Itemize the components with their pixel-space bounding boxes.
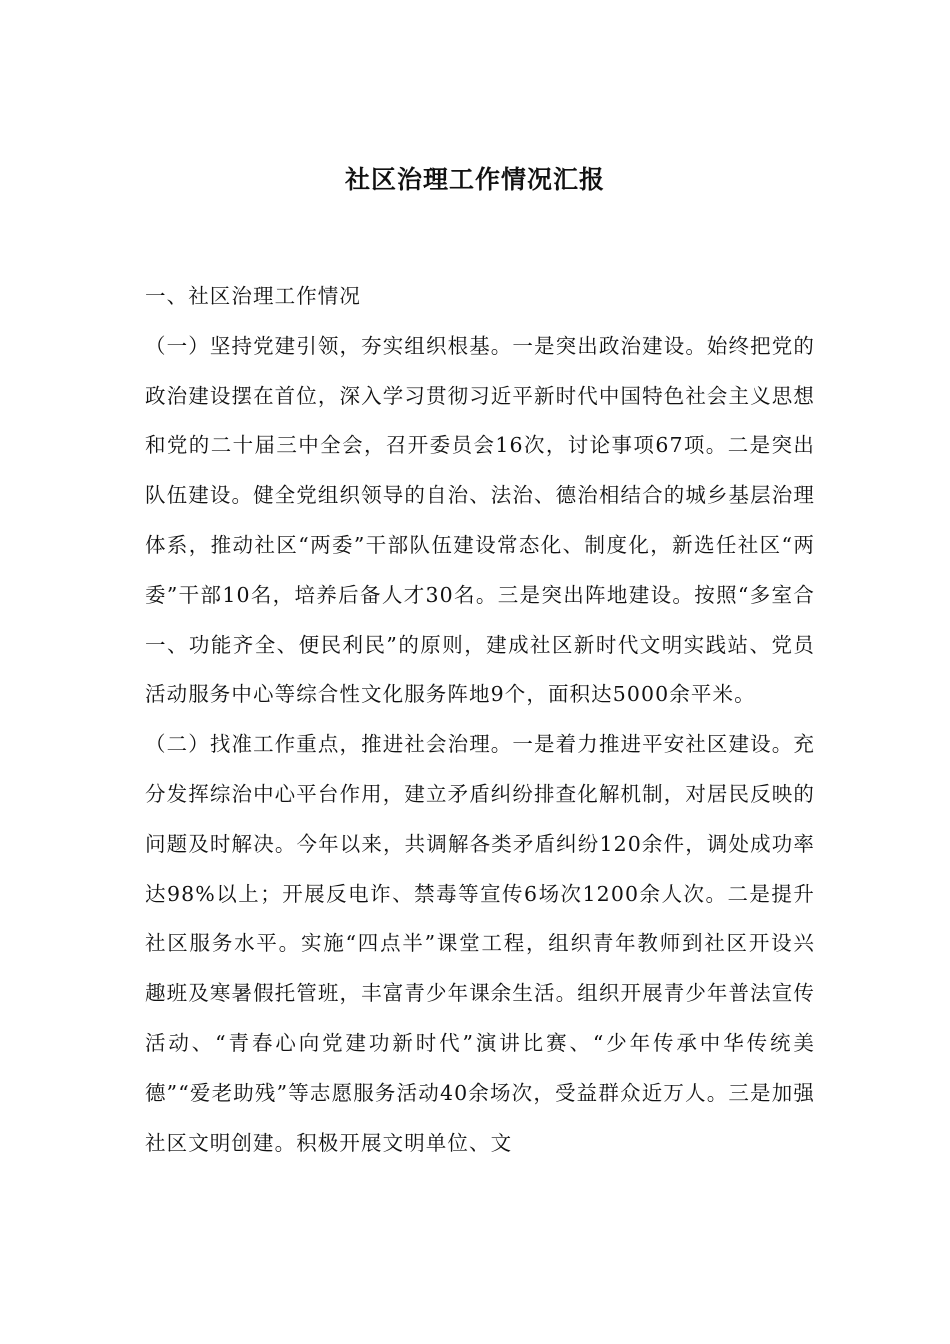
document-title: 社区治理工作情况汇报 — [344, 165, 605, 194]
document-body — [145, 272, 815, 1168]
section-heading: 一、社区治理工作情况 — [145, 284, 361, 308]
paragraph-party-building: （一）坚持党建引领，夯实组织根基。一是突出政治建设。始终把党的政治建设摆在首位，深入学习贯彻习近平新时代中国特色社会主义思想和党的二十届三中全会，召开委员会16次，讨论事项67项。二是突出队伍建设。健全党组织领导的自治、法治、德治相结合的城乡基层治理体系，推动社区“两委”干部队伍建设常态化、制度化，新选任社区“两委”干部10名，培养后备人才30名。三是突出阵地建设。按照“多室合一、功能齐全、便民利民”的原则，建成社区新时代文明实践站、党员活动服务中心等综合性文化服务阵地9个，面积达5000余平米。 — [145, 333, 815, 707]
paragraph-social-governance: （二）找准工作重点，推进社会治理。一是着力推进平安社区建设。充分发挥综治中心平台作用，建立矛盾纠纷排查化解机制，对居民反映的问题及时解决。今年以来，共调解各类矛盾纠纷120余件，调处成功率达98%以上；开展反电诈、禁毒等宣传6场次1200余人次。二是提升社区服务水平。实施“四点半”课堂工程，组织青年教师到社区开设兴趣班及寒暑假托管班，丰富青少年课余生活。组织开展青少年普法宣传活动、“青春心向党建功新时代”演讲比赛、“少年传承中华传统美德”“爱老助残”等志愿服务活动40余场次，受益群众近万人。三是加强社区文明创建。积极开展文明单位、文 — [145, 732, 815, 1155]
